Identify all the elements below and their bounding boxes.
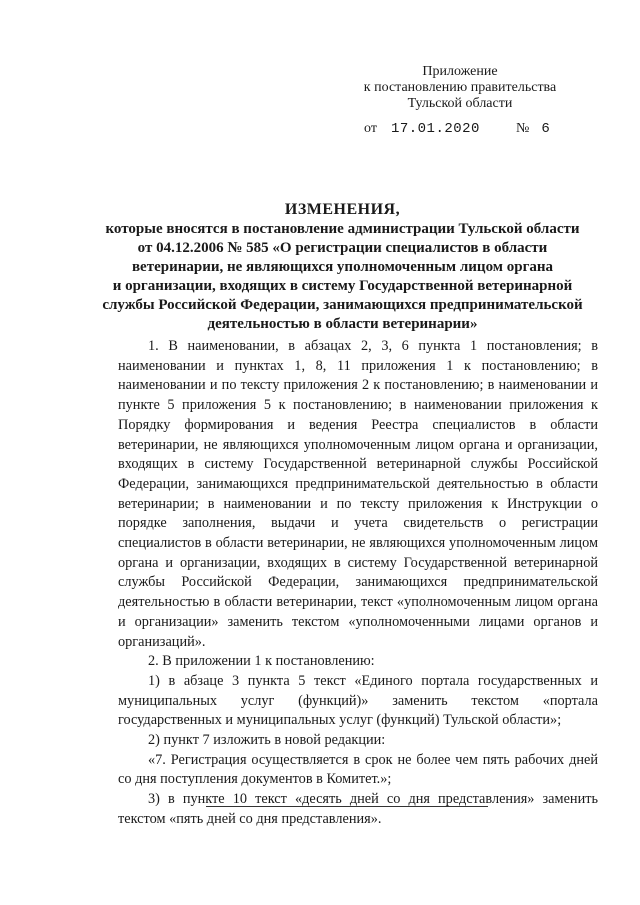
- annex-line-1: Приложение: [422, 64, 498, 79]
- title-line: которые вносятся в постановление администрации Тульской области: [105, 221, 580, 237]
- paragraph-3: 1) в абзаце 3 пункта 5 текст «Единого портала государственных и муниципальных услуг (функций)» заменить текстом «портала государственных и муниципальных услуг (функций) Тульской области»;: [118, 672, 598, 729]
- document-title: [100, 200, 585, 334]
- title-line: деятельностью в области ветеринарии»: [207, 316, 478, 332]
- document-number: 6: [541, 121, 550, 137]
- annex-line-3: Тульской области: [407, 96, 513, 111]
- title-line: и организации, входящих в систему Государственной ветеринарной: [112, 278, 573, 294]
- annex-header: [355, 64, 565, 112]
- document-reference: [364, 121, 550, 137]
- paragraph-2: 2. В приложении 1 к постановлению:: [148, 653, 375, 670]
- number-label: №: [515, 121, 530, 136]
- closing-divider: [206, 806, 488, 807]
- title-line: ветеринарии, не являющихся уполномоченным лицом органа: [131, 259, 554, 275]
- document-date: 17.01.2020: [390, 121, 480, 137]
- title-line: службы Российской Федерации, занимающихся предпринимательской: [102, 297, 583, 313]
- paragraph-6: 3) в пункте 10 текст «десять дней со дня представления» заменить текстом «пять дней со дня представления».: [118, 791, 598, 827]
- title-main: ИЗМЕНЕНИЯ,: [284, 201, 401, 218]
- document-body: [118, 337, 598, 830]
- paragraph-5: «7. Регистрация осуществляется в срок не более чем пять рабочих дней со дня поступления документов в Комитет.»;: [118, 751, 598, 788]
- paragraph-1: 1. В наименовании, в абзацах 2, 3, 6 пункта 1 постановления; в наименовании и пунктах 1, 8, 11 приложения 1 к постановлению; в наименовании и по тексту приложения 2 к постановлению; в наименовании и пункте 5 приложения 5 к постановлению; в наименовании приложения к Порядку формирования и ведения Реестра специалистов в области ветеринарии, не являющихся уполномоченным лицом органа и организации, входящих в систему Государственной ветеринарной службы Российской Федерации, занимающихся предпринимательской деятельностью в области ветеринарии; в наименовании и по тексту приложения к Инструкции о порядке заполнения, выдачи и учета свидетельств о регистрации специалистов в области ветеринарии, не являющихся уполномоченным лицом органа и организации, входящих в систему Государственной ветеринарной службы Российской Федерации, занимающихся предпринимательской деятельностью в области ветеринарии, текст «уполномоченным лицом органа и организации» заменить текстом «уполномоченными лицами органов и организаций».: [118, 338, 598, 650]
- paragraph-4: 2) пункт 7 изложить в новой редакции:: [148, 732, 386, 749]
- annex-line-2: к постановлению правительства: [363, 80, 557, 95]
- title-line: от 04.12.2006 № 585 «О регистрации специалистов в области: [137, 240, 548, 256]
- from-label: от: [364, 121, 377, 136]
